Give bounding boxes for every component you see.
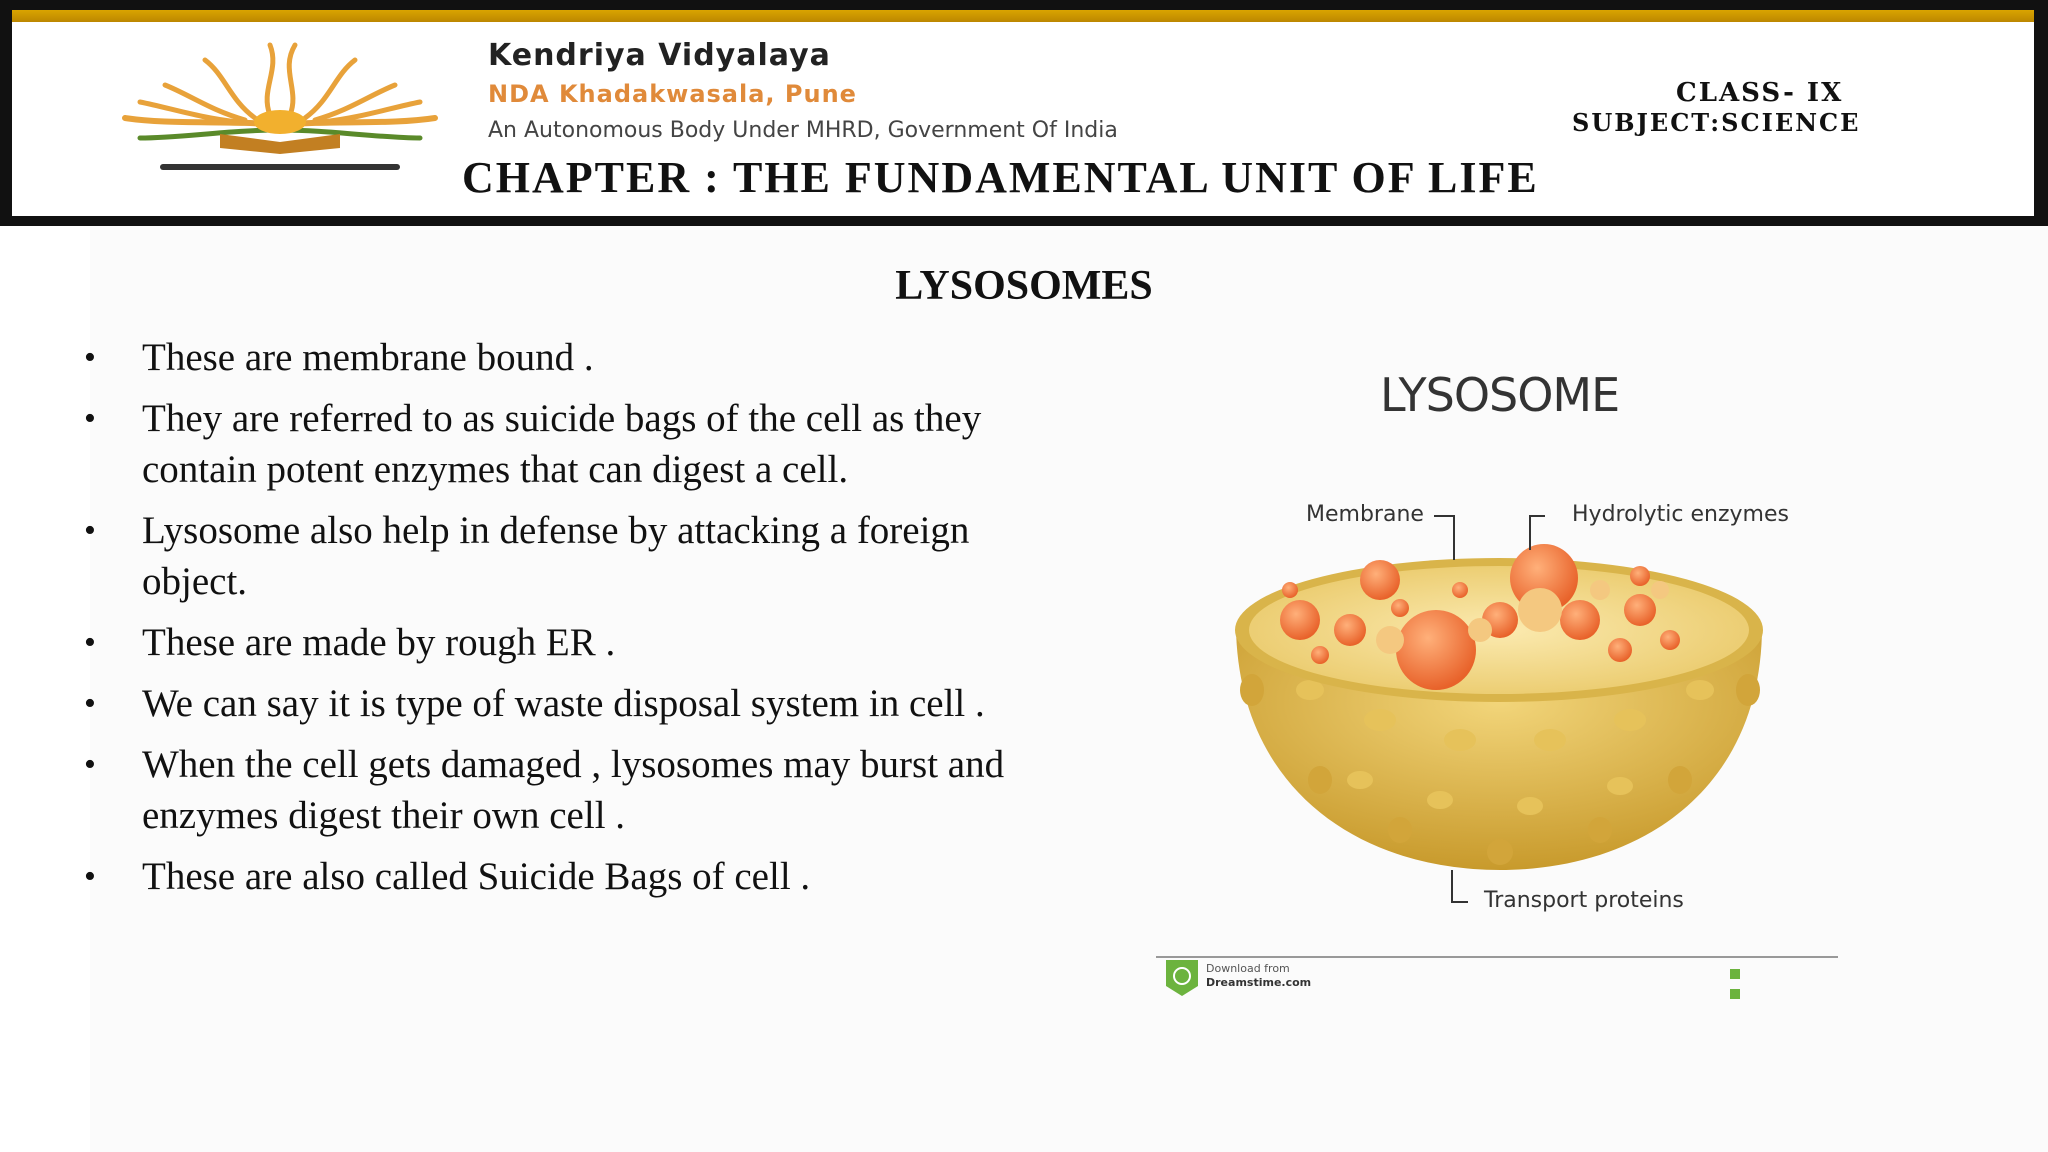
bullet-list — [84, 332, 1044, 912]
slide-title: LYSOSOMES — [895, 263, 1153, 309]
label-membrane: Membrane — [1306, 502, 1424, 527]
label-hydrolytic-enzymes: Hydrolytic enzymes — [1572, 502, 1789, 527]
school-place: NDA Khadakwasala, Pune — [488, 80, 857, 108]
bullet-item: • When the cell gets damaged , lysosomes may burst and enzymes digest their own cell . — [84, 739, 1044, 841]
watermark-text — [1206, 962, 1311, 990]
bullet-item: • They are referred to as suicide bags of the cell as they contain potent enzymes that can digest a cell. — [84, 393, 1044, 495]
watermark-strip — [1156, 956, 1838, 958]
bullet-item: • Lysosome also help in defense by attacking a foreign object. — [84, 505, 1044, 607]
dreamstime-logo-icon — [1166, 960, 1198, 996]
bullet-item: • We can say it is type of waste disposal system in cell . — [84, 678, 1044, 729]
lysosome-illustration — [1200, 490, 1820, 910]
bullet-item: • These are made by rough ER . — [84, 617, 1044, 668]
school-name: Kendriya Vidyalaya — [488, 38, 831, 73]
diagram-title: LYSOSOME — [1380, 368, 1620, 422]
subject-label: SUBJECT:SCIENCE — [1572, 108, 1861, 137]
chapter-title: CHAPTER : THE FUNDAMENTAL UNIT OF LIFE — [462, 153, 1539, 202]
watermark-right — [1730, 964, 1740, 1004]
watermark-download: Download from — [1206, 962, 1290, 975]
school-affiliation: An Autonomous Body Under MHRD, Government Of India — [488, 118, 1118, 143]
bullet-item: • These are membrane bound . — [84, 332, 1044, 383]
kv-logo-icon — [110, 30, 450, 180]
bullet-item: • These are also called Suicide Bags of cell . — [84, 851, 1044, 902]
label-transport-proteins: Transport proteins — [1484, 888, 1684, 913]
class-label: CLASS- IX — [1676, 78, 1844, 108]
watermark-site: Dreamstime.com — [1206, 976, 1312, 989]
